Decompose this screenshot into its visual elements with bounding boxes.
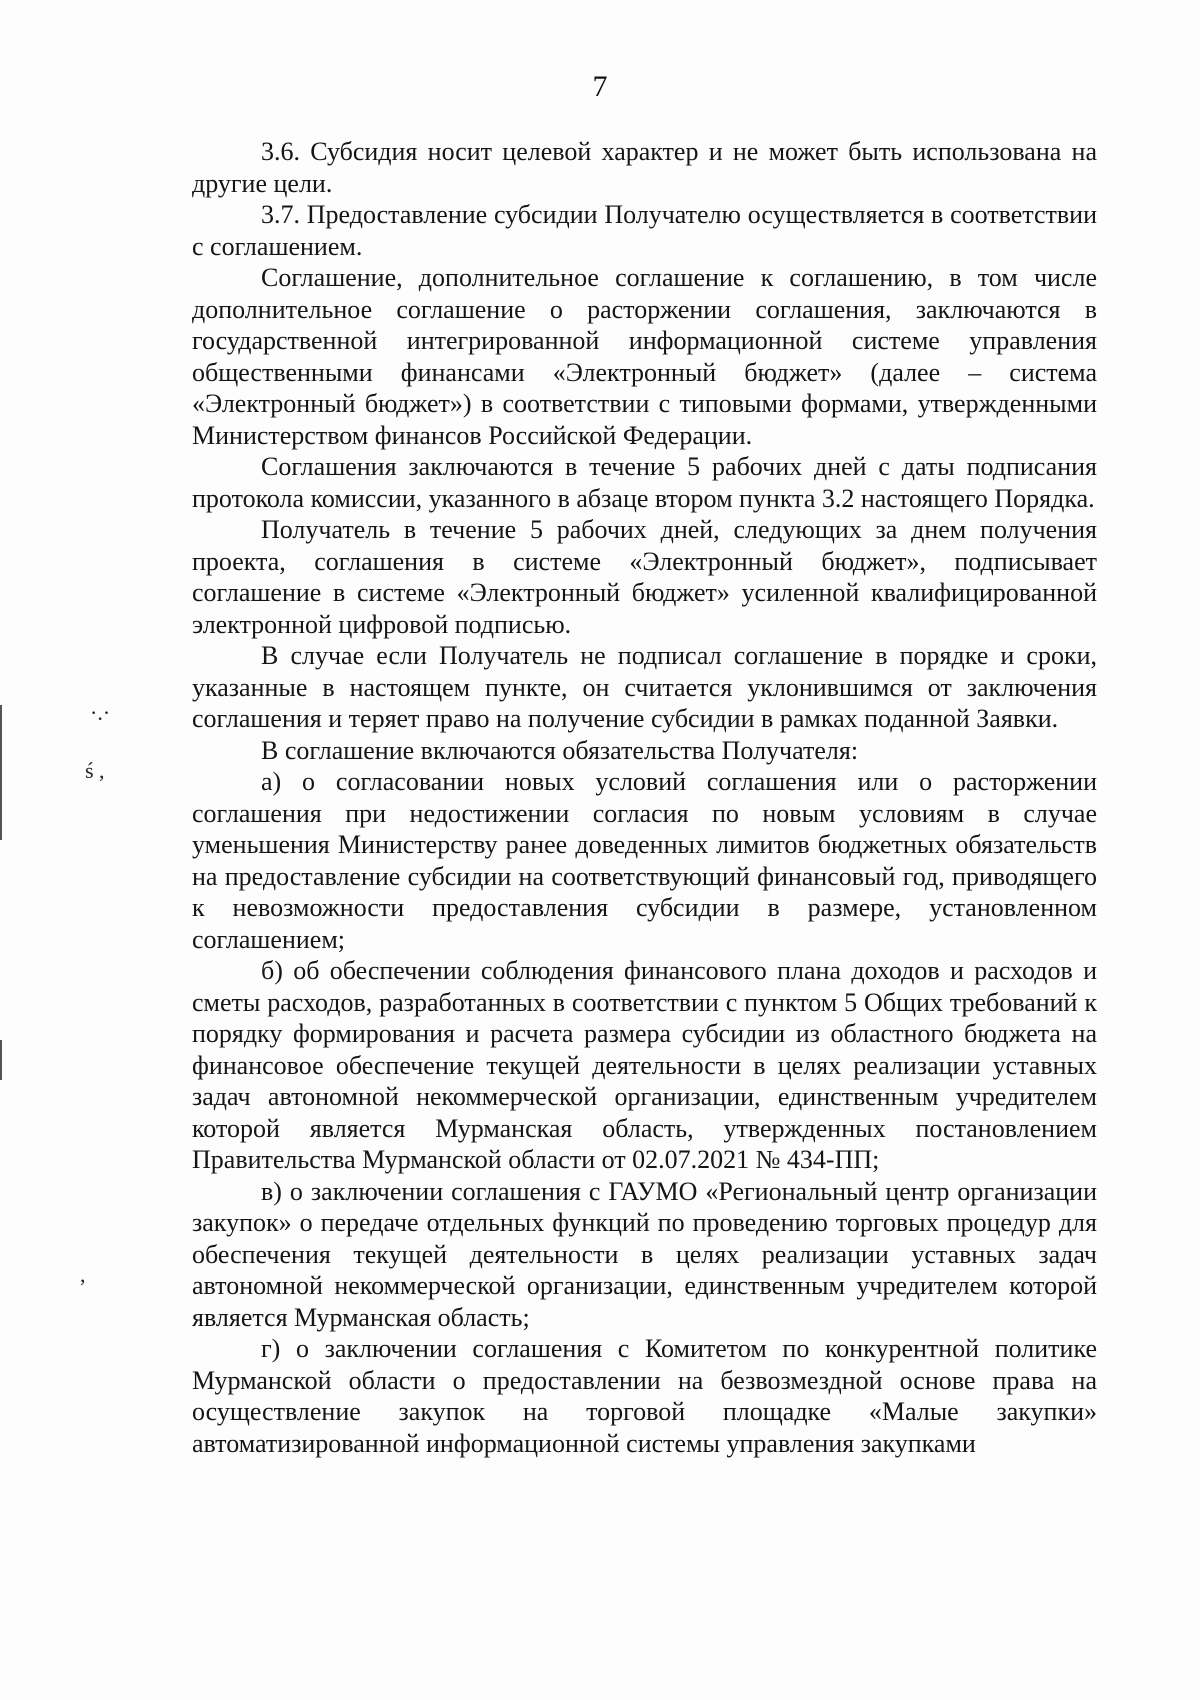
scan-speck: ·.·	[90, 700, 111, 725]
paragraph-3-6: 3.6. Субсидия носит целевой характер и не может быть использована на другие цели.	[192, 137, 1097, 198]
scan-speck: ,	[80, 1262, 86, 1287]
paragraph-obligation-b: б) об обеспечении соблюдения финансового плана доходов и расходов и сметы расходов, разработанных в соответствии с пунктом 5 Общих требований к порядку формирования и расчета размера субсидии из областного бюджета на финансовое обеспечение текущей деятельности в целях реализации уставных задач автономной некоммерческой организации, единственным учредителем которой является Мурманская область, утвержденных постановлением Правительства Мурманской области от 02.07.2021 № 434-ПП;	[192, 956, 1097, 1174]
document-body	[192, 136, 1097, 1459]
page-number: 7	[592, 70, 608, 103]
paragraph-3-7: 3.7. Предоставление субсидии Получателю осуществляется в соответствии с соглашением.	[192, 200, 1097, 261]
paragraph-obligation-a: а) о согласовании новых условий соглашения или о расторжении соглашения при недостижении согласия по новым условиям в случае уменьшения Министерству ранее доведенных лимитов бюджетных обязательств на предоставление субсидии на соответствующий финансовый год, приводящего к невозможности предоставления субсидии в размере, установленном соглашением;	[192, 767, 1097, 954]
paragraph-recipient-evades: В случае если Получатель не подписал соглашение в порядке и сроки, указанные в настоящем пункте, он считается уклонившимся от заключения соглашения и теряет право на получение субсидии в рамках поданной Заявки.	[192, 641, 1097, 733]
scan-edge-line	[0, 705, 2, 840]
paragraph-agreement-system: Соглашение, дополнительное соглашение к соглашению, в том числе дополнительное соглашение о расторжении соглашения, заключаются в государственной интегрированной информационной системе управления общественными финансами «Электронный бюджет» (далее – система «Электронный бюджет») в соответствии с типовыми формами, утвержденными Министерством финансов Российской Федерации.	[192, 263, 1097, 450]
scan-edge-line	[0, 1040, 2, 1080]
paragraph-obligations-intro: В соглашение включаются обязательства Получателя:	[261, 735, 859, 765]
paragraph-obligation-v: в) о заключении соглашения с ГАУМО «Региональный центр организации закупок» о передаче отдельных функций по проведению торговых процедур для обеспечения текущей деятельности в целях реализации уставных задач автономной некоммерческой организации, единственным учредителем которой является Мурманская область;	[192, 1176, 1097, 1332]
paragraph-agreement-term: Соглашения заключаются в течение 5 рабочих дней с даты подписания протокола комиссии, указанного в абзаце втором пункта 3.2 настоящего Порядка.	[192, 452, 1097, 513]
scan-speck: ś ,	[85, 758, 105, 783]
paragraph-obligation-g: г) о заключении соглашения с Комитетом по конкурентной политике Мурманской области о предоставлении на безвозмездной основе права на осуществление закупок на торговой площадке «Малые закупки» автоматизированной информационной системы управления закупками	[192, 1334, 1097, 1458]
paragraph-recipient-signs: Получатель в течение 5 рабочих дней, следующих за днем получения проекта, соглашения в системе «Электронный бюджет», подписывает соглашение в системе «Электронный бюджет» усиленной квалифицированной электронной цифровой подписью.	[192, 515, 1097, 639]
